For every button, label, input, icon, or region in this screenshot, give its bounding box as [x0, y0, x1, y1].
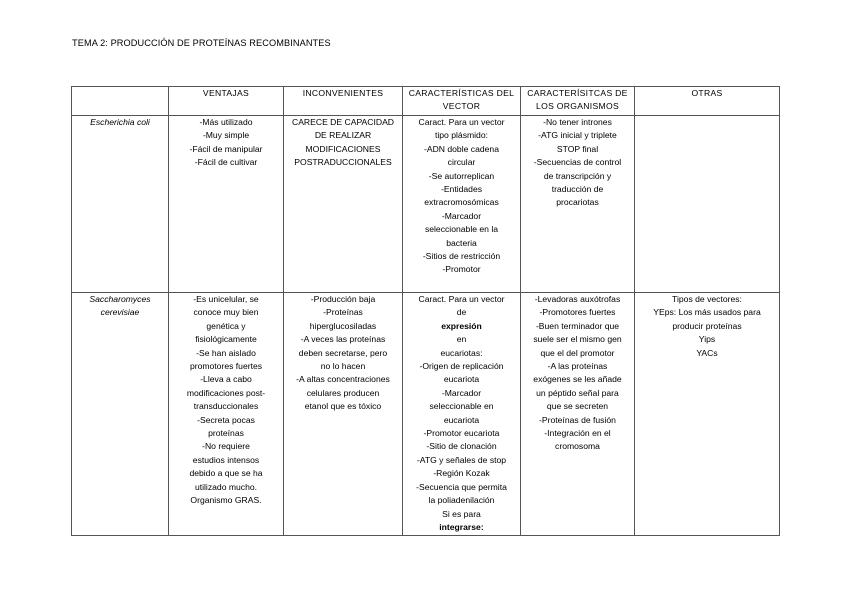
scerevisiae-ventajas: -Es unicelular, se conoce muy bien genética y fisiológicamente -Se han aislado promotores fuertes -Lleva a cabo modificaciones post- transduccionales -Secreta pocas proteínas -No requiere estudios intensos debido a que se ha utilizado mucho. Organismo GRAS.: [169, 293, 284, 536]
scerevisiae-otras: Tipos de vectores: YEps: Los más usados para producir proteínas Yips YACs: [635, 293, 780, 536]
organism-name-ecoli: Escherichia coli: [72, 116, 169, 293]
table-header-row: [72, 87, 780, 116]
ecoli-otras: [635, 116, 780, 293]
table-row-scerevisiae: [72, 293, 780, 536]
header-ventajas: VENTAJAS: [169, 87, 284, 116]
header-otras: OTRAS: [635, 87, 780, 116]
organism-name-scerevisiae: Saccharomyces cerevisiae: [72, 293, 169, 536]
ecoli-inconvenientes: CARECE DE CAPACIDAD DE REALIZAR MODIFICACIONES POSTRADUCCIONALES: [284, 116, 403, 293]
header-inconvenientes: INCONVENIENTES: [284, 87, 403, 116]
header-organismos: CARACTERÍSITCAS DE LOS ORGANISMOS: [521, 87, 635, 116]
header-empty: [72, 87, 169, 116]
scerevisiae-inconvenientes: -Producción baja -Proteínas hiperglucosiladas -A veces las proteínas deben secretarse, pero no lo hacen -A altas concentraciones celulares producen etanol que es tóxico: [284, 293, 403, 536]
ecoli-organismos: -No tener intrones -ATG inicial y triplete STOP final -Secuencias de control de transcripción y traducción de procariotas: [521, 116, 635, 293]
ecoli-ventajas: -Más utilizado -Muy simple -Fácil de manipular -Fácil de cultivar: [169, 116, 284, 293]
scerevisiae-organismos: -Levadoras auxótrofas -Promotores fuertes -Buen terminador que suele ser el mismo gen que el del promotor -A las proteínas exógenes se les añade un péptido señal para que se secreten -Proteínas de fusión -Integración en el cromosoma: [521, 293, 635, 536]
ecoli-vector: Caract. Para un vector tipo plásmido: -ADN doble cadena circular -Se autorreplican -Entidades extracromosómicas -Marcador seleccionable en la bacteria -Sitios de restricción -Promotor: [403, 116, 521, 293]
scerevisiae-vector: Caract. Para un vector de expresión en eucariotas: -Origen de replicación eucariota -Marcador seleccionable en eucariota -Promotor eucariota -Sitio de clonación -ATG y señales de stop -Región Kozak -Secuencia que permita la poliadenilación Si es para integrarse:: [403, 293, 521, 536]
header-vector: CARACTERÍSTICAS DEL VECTOR: [403, 87, 521, 116]
document-title: TEMA 2: PRODUCCIÓN DE PROTEÍNAS RECOMBINANTES: [72, 38, 331, 48]
table-row-ecoli: [72, 116, 780, 293]
comparison-table: [71, 86, 780, 536]
